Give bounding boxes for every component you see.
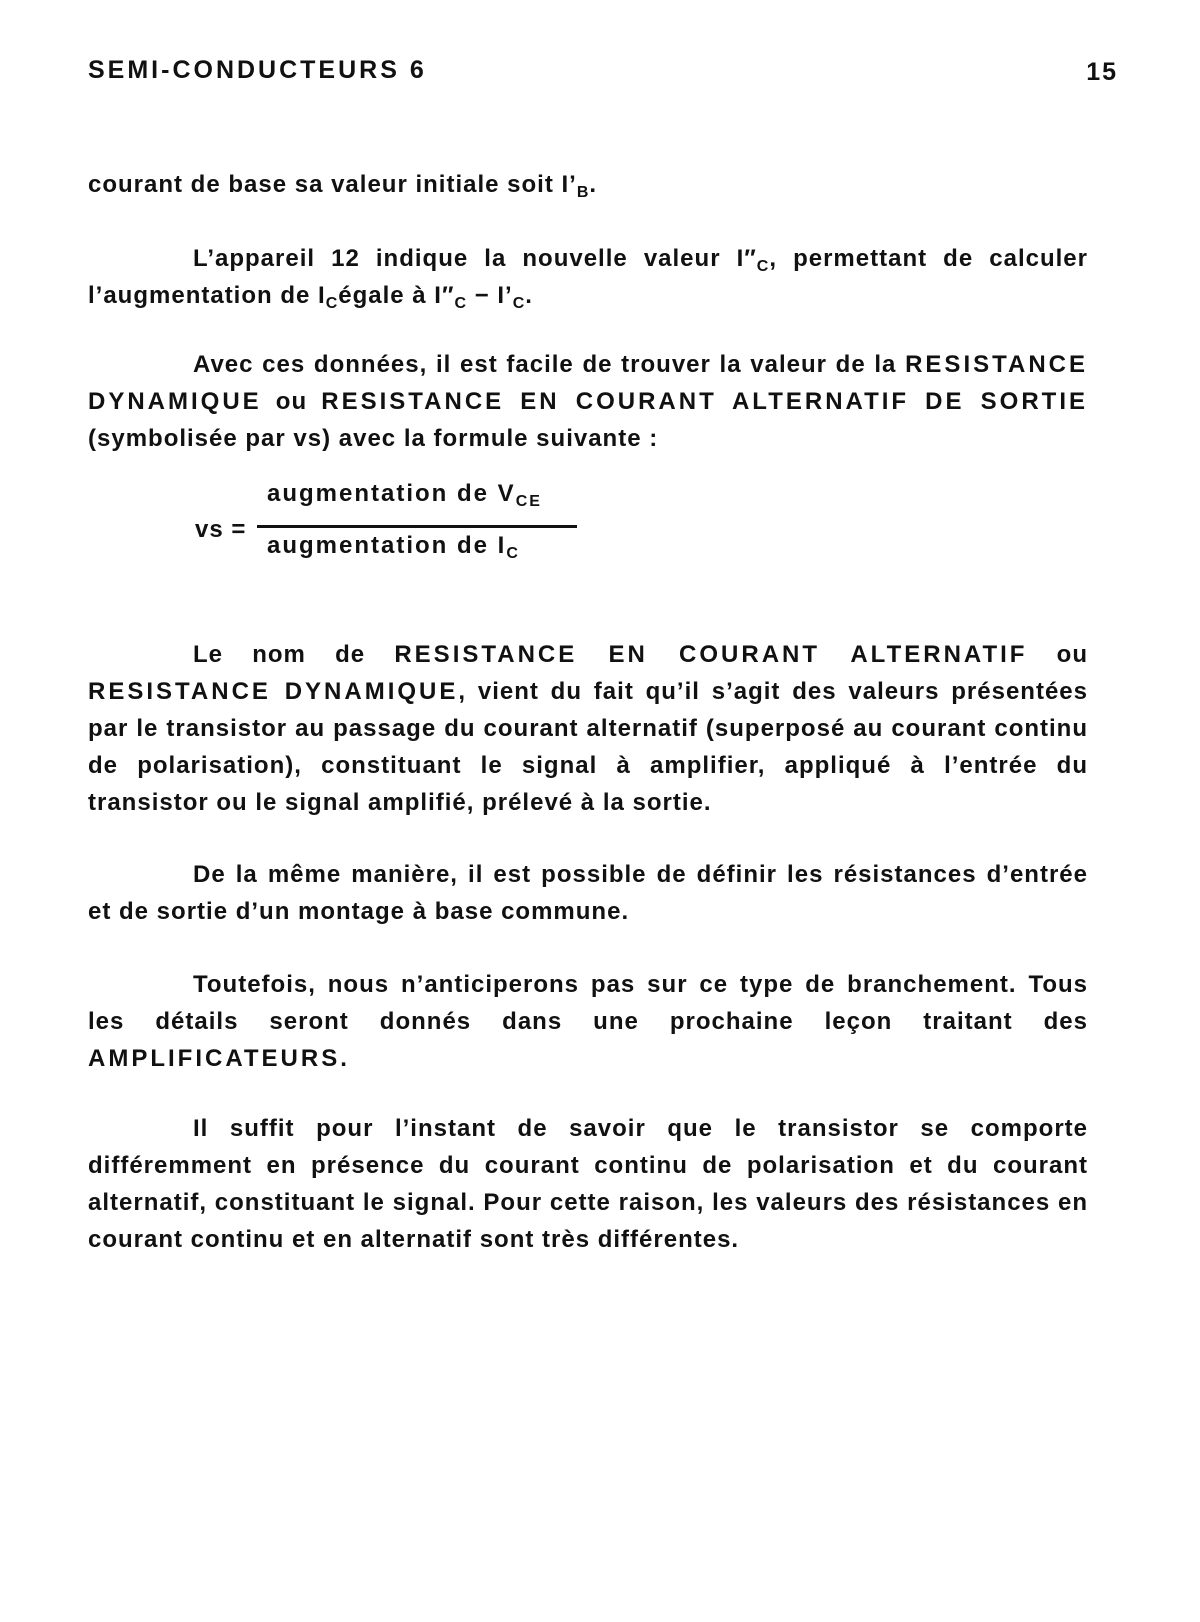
page-number: 15	[1086, 58, 1118, 86]
formula-lhs: vs =	[195, 516, 247, 543]
paragraph-3: Avec ces données, il est facile de trouver la valeur de la RESISTANCE DYNAMIQUE ou RESISTANCE EN COURANT ALTERNATIF DE SORTIE (symbolisée par vs) avec la formule suivante :	[88, 351, 1088, 452]
formula-denominator: augmentation de $I_C$	[267, 532, 520, 562]
paragraph-5: De la même manière, il est possible de définir les résistances d’entrée et de sortie d’un montage à base commune.	[88, 861, 1088, 925]
fraction-bar	[257, 525, 577, 528]
paragraph-1: courant de base sa valeur initiale soit $I’_B$.	[88, 171, 598, 201]
output-resistance-formula	[195, 480, 595, 580]
paragraph-2: L’appareil 12 indique la nouvelle valeur $I''_C$, permettant de calculer l’augmentation de $I_Cégale$ à $I''_C$ − $I’_C$.	[88, 245, 1088, 312]
paragraph-7: Il suffit pour l’instant de savoir que le transistor se comporte différemment en présence du courant continu de polarisation et du courant alternatif, constituant le signal. Pour cette raison, les valeurs des résistances en courant continu et en alternatif sont très différentes.	[88, 1115, 1088, 1253]
formula-numerator: augmentation de $V_{CE}$	[267, 480, 542, 510]
running-header-title: SEMI-CONDUCTEURS 6	[88, 56, 427, 84]
paragraph-4: Le nom de RESISTANCE EN COURANT ALTERNATIF ou RESISTANCE DYNAMIQUE, vient du fait qu’il s’agit des valeurs présentées par le transistor au passage du courant alternatif (superposé au courant continu de polarisation), constituant le signal à amplifier, appliqué à l’entrée du transistor ou le signal amplifié, prélevé à la sortie.	[88, 641, 1088, 816]
paragraph-6: Toutefois, nous n’anticiperons pas sur ce type de branchement. Tous les détails seront donnés dans une prochaine leçon traitant des AMPLIFICATEURS.	[88, 971, 1088, 1072]
